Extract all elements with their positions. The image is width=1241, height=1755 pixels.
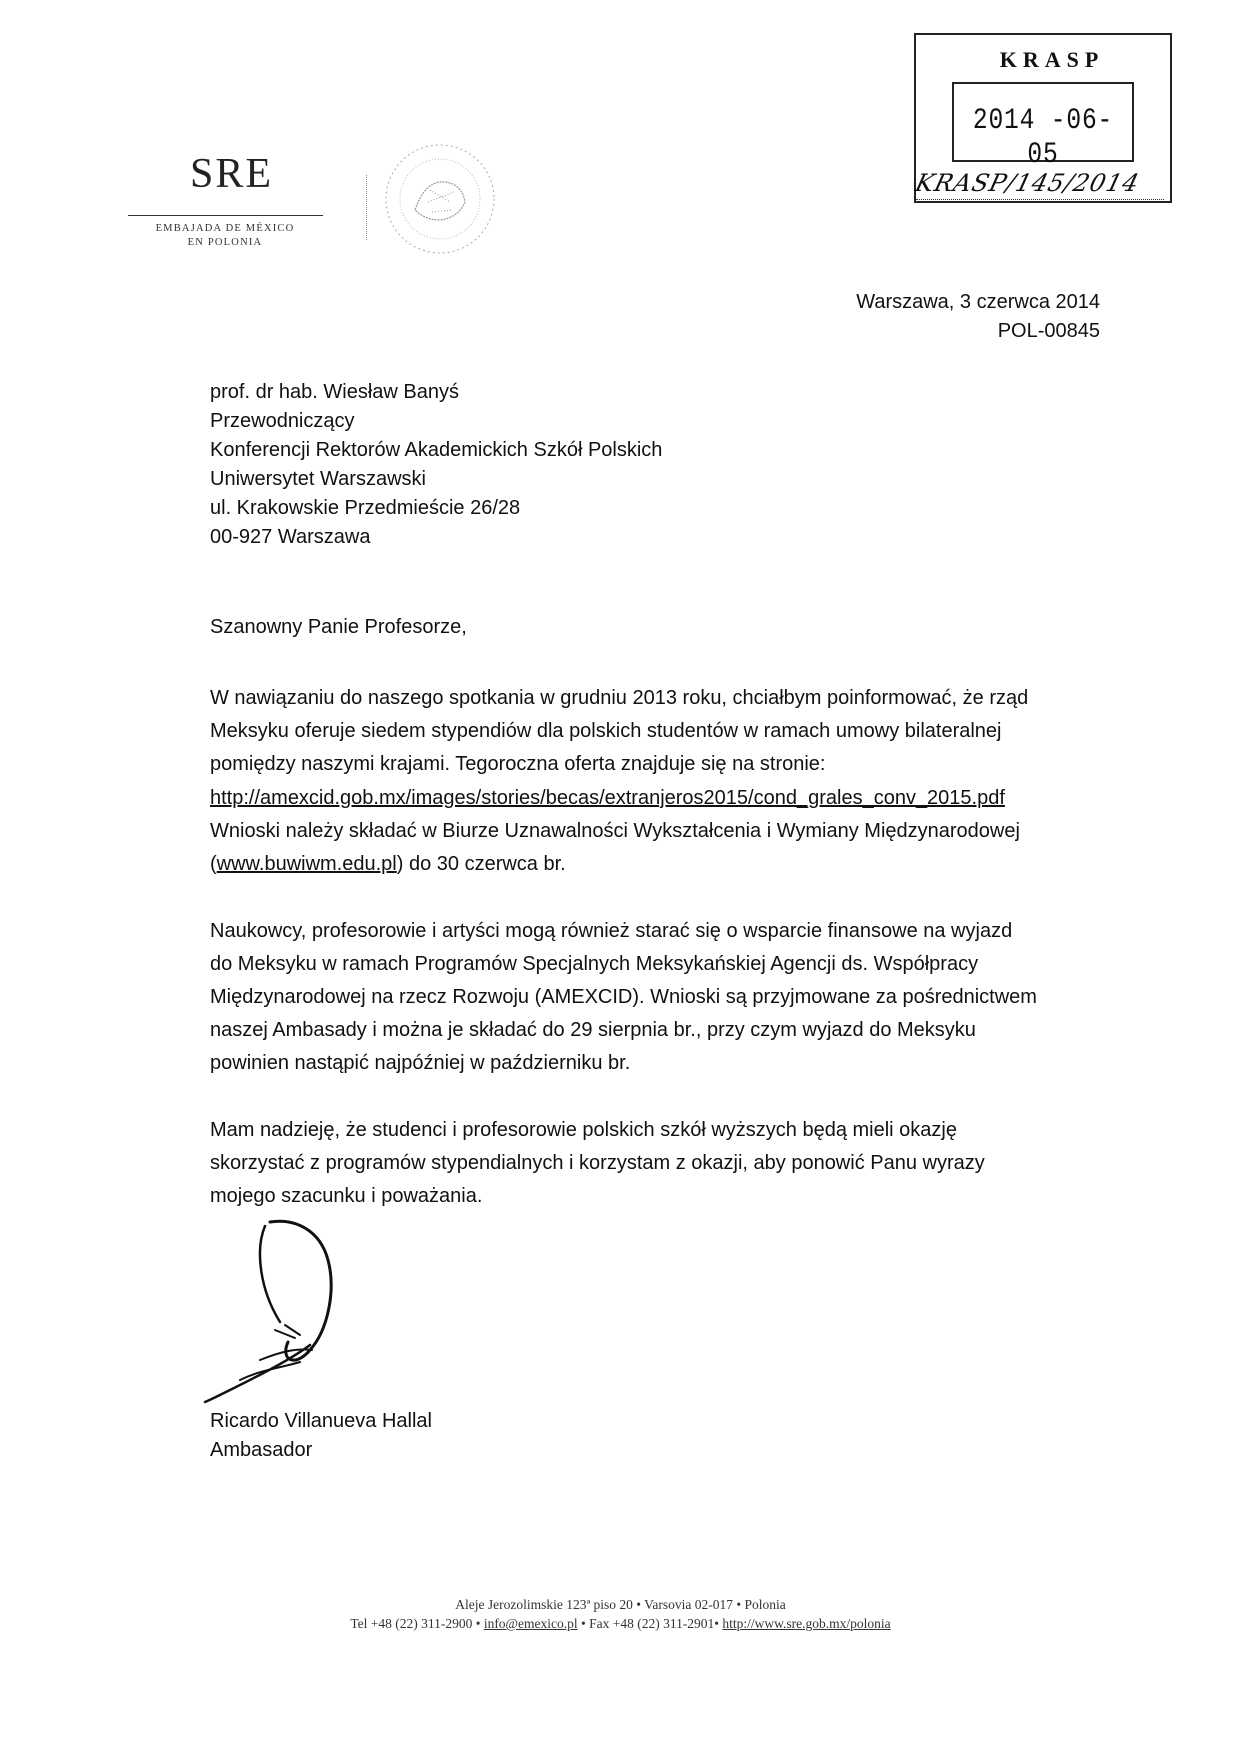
buwiwm-link[interactable]: www.buwiwm.edu.pl (216, 853, 397, 875)
footer-address: Aleje Jerozolimskie 123ª piso 20 • Varsovia 02-017 • Polonia (455, 1597, 786, 1612)
paragraph2-line: do Meksyku w ramach Programów Specjalnych Meksykańskiej Agencji ds. Współpracy (210, 953, 979, 975)
footer-contact (200, 1616, 1041, 1632)
paragraph1-line: Meksyku oferuje siedem stypendiów dla polskich studentów w ramach umowy bilateralnej (210, 720, 1002, 742)
stamp-reference: KRASP/145/2014 (912, 169, 1143, 197)
sre-logo-text: SRE (190, 151, 274, 197)
footer-fax: • Fax +48 (22) 311-2901• (577, 1616, 723, 1631)
signer-title: Ambasador (210, 1439, 313, 1461)
handwritten-signature (200, 1210, 370, 1410)
paragraph2-line: naszej Ambasady i można je składać do 29 sierpnia br., przy czym wyjazd do Meksyku (210, 1019, 976, 1041)
paragraph1-line: pomiędzy naszymi krajami. Tegoroczna oferta znajduje się na stronie: (210, 753, 826, 775)
paragraph1-line: Wnioski należy składać w Biurze Uznawalności Wykształcenia i Wymiany Międzynarodowej (210, 820, 1020, 842)
logo-subtitle-line2: EN POLONIA (187, 237, 263, 248)
footer-website-link[interactable]: http://www.sre.gob.mx/polonia (722, 1616, 891, 1631)
paragraph2-line: powinien nastąpić najpóźniej w październiku br. (210, 1052, 631, 1074)
signer-name: Ricardo Villanueva Hallal (210, 1410, 432, 1432)
paragraph3-line: mojego szacunku i poważania. (210, 1185, 483, 1207)
paren-open: ( (210, 853, 217, 875)
logo-subtitle-line1: EMBAJADA DE MÉXICO (155, 223, 295, 234)
recipient-line: ul. Krakowskie Przedmieście 26/28 (210, 497, 521, 519)
logo-rule (128, 215, 323, 216)
letter-place-date: Warszawa, 3 czerwca 2014 (856, 291, 1100, 313)
stamp-title: KRASP (999, 47, 1105, 72)
stamp-dotted-line (916, 199, 1164, 201)
paragraph1-line-with-link (210, 850, 566, 879)
paragraph1-line: W nawiązaniu do naszego spotkania w grudniu 2013 roku, chciałbym poinformować, że rząd (210, 687, 1029, 709)
recipient-line: prof. dr hab. Wiesław Banyś (210, 381, 459, 403)
recipient-line: Przewodniczący (210, 410, 355, 432)
footer-email-link[interactable]: info@emexico.pl (483, 1616, 578, 1631)
stamp-date: 2014 -06- 05 (972, 104, 1114, 172)
recipient-line: Konferencji Rektorów Akademickich Szkół Polskich (210, 439, 663, 461)
paragraph3-line: Mam nadzieję, że studenci i profesorowie polskich szkół wyższych będą mieli okazję (210, 1119, 957, 1141)
deadline-text: ) do 30 czerwca br. (396, 853, 566, 875)
paragraph2-line: Naukowcy, profesorowie i artyści mogą również starać się o wsparcie finansowe na wyjazd (210, 920, 1013, 942)
paragraph2-line: Międzynarodowej na rzecz Rozwoju (AMEXCID). Wnioski są przyjmowane za pośrednictwem (210, 986, 1037, 1008)
paragraph3-line: skorzystać z programów stypendialnych i korzystam z okazji, aby ponowić Panu wyrazy (210, 1152, 985, 1174)
footer-tel: Tel +48 (22) 311-2900 • (350, 1616, 484, 1631)
recipient-line: Uniwersytet Warszawski (210, 468, 426, 490)
amexcid-pdf-link[interactable]: http://amexcid.gob.mx/images/stories/becas/extranjeros2015/cond_grales_conv_2015.pdf (210, 787, 1005, 809)
mexican-seal-icon (370, 140, 510, 258)
salutation: Szanowny Panie Profesorze, (210, 616, 467, 638)
letter-reference: POL-00845 (997, 320, 1100, 342)
logo-divider (366, 175, 368, 240)
recipient-line: 00-927 Warszawa (210, 526, 371, 548)
